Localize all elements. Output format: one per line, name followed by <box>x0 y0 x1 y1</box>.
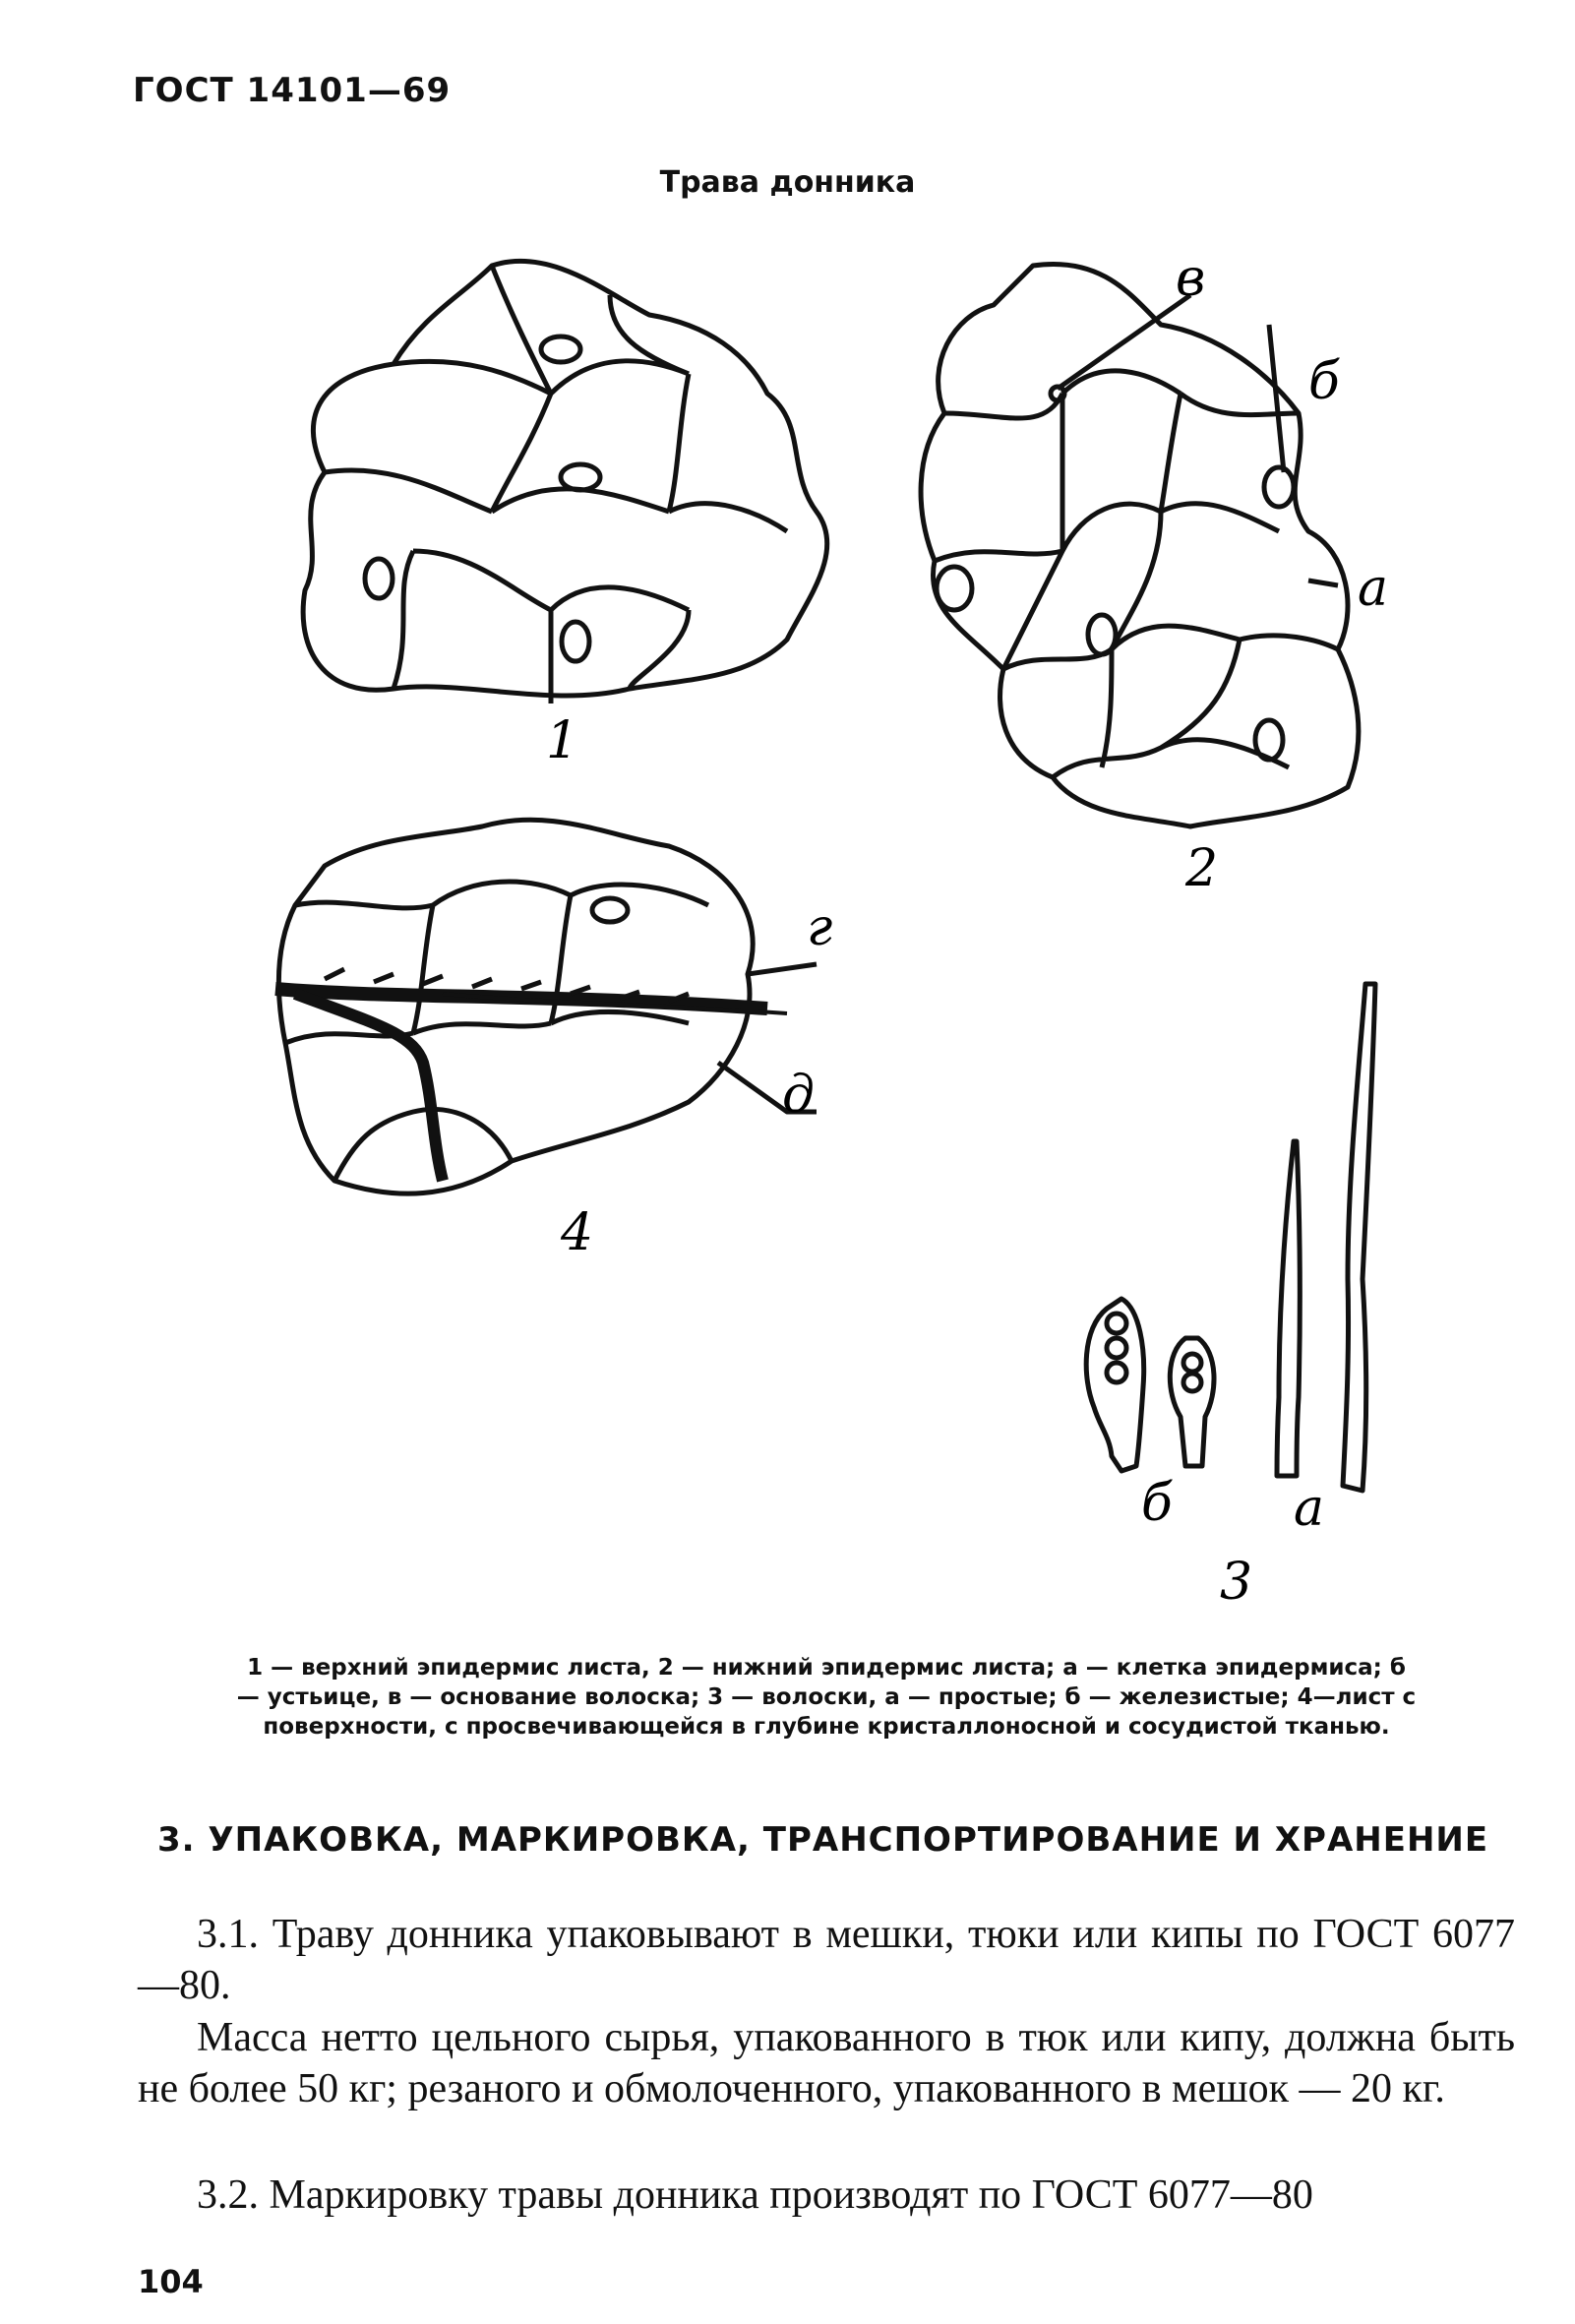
figure-caption: 1 — верхний эпидермис листа, 2 — нижний эпидермис листа; а — клетка эпидермиса; б — устьице, в — основание волоска; 3 — волоски, а — простые; б — железистые; 4—лист с поверхности, с просвечивающейся в глубине кристаллоносной и сосудистой тканью. <box>236 1655 1417 1740</box>
figure-2-label: 2 <box>1185 839 1219 898</box>
paragraph-3-2: 3.2. Маркировку травы донника производят по ГОСТ 6077—80 <box>197 2172 1313 2218</box>
label-g-fig4: г <box>807 898 833 957</box>
label-a-fig2: а <box>1358 559 1389 618</box>
leaf-surface-drawing <box>275 820 817 1193</box>
figure-3-label: 3 <box>1220 1553 1253 1612</box>
label-b-fig2: б <box>1308 352 1340 411</box>
paragraph-3-1: 3.1. Траву донника упаковывают в мешки, тюки или кипы по ГОСТ 6077—80. <box>138 1912 1515 2008</box>
label-v-fig2: в <box>1176 249 1206 308</box>
section-heading: 3. УПАКОВКА, МАРКИРОВКА, ТРАНСПОРТИРОВАНИЕ И ХРАНЕНИЕ <box>157 1820 1489 1860</box>
label-b-fig3: б <box>1141 1474 1173 1533</box>
lower-epidermis-drawing <box>921 264 1359 826</box>
figure-1-label: 1 <box>546 711 579 770</box>
figure-title: Трава донника <box>659 165 916 200</box>
page-number: 104 <box>138 2263 204 2300</box>
figure-4-label: 4 <box>561 1203 594 1262</box>
label-a-fig3: а <box>1294 1479 1325 1538</box>
paragraph-mass: Масса нетто цельного сырья, упакованного в тюк или кипу, должна быть не более 50 кг; резаного и обмолоченного, упакованного в мешок — 20 кг. <box>138 2015 1515 2111</box>
label-d-fig4: д <box>782 1066 815 1125</box>
document-header: ГОСТ 14101—69 <box>133 71 452 110</box>
upper-epidermis-drawing <box>303 261 827 703</box>
